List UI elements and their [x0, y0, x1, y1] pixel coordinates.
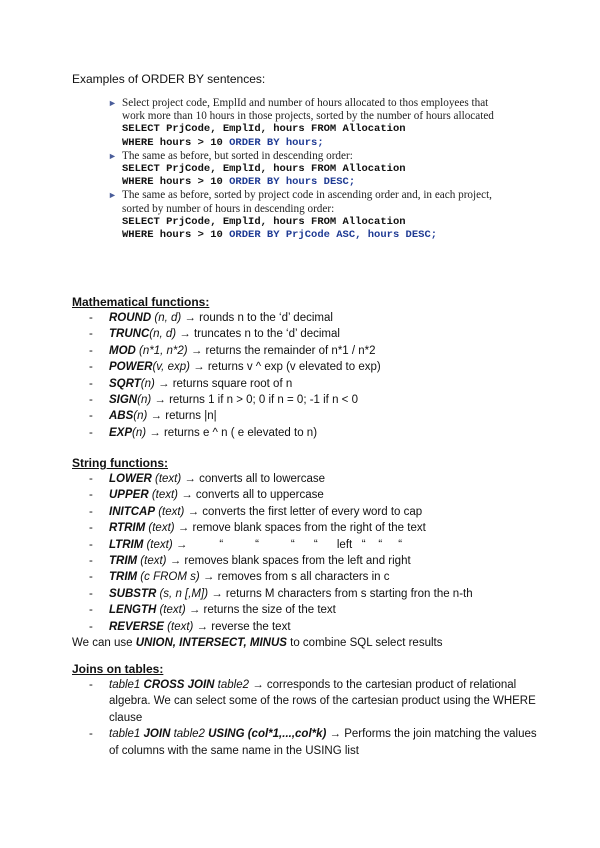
- function-desc: → removes from s all characters in c: [199, 571, 390, 584]
- function-desc: → returns 1 if n > 0; 0 if n = 0; -1 if n < 0: [151, 394, 358, 407]
- function-name: INITCAP: [109, 505, 155, 518]
- sql-line: SELECT PrjCode, EmplId, hours FROM Allocation: [122, 123, 406, 136]
- sql-where: WHERE hours > 10: [122, 229, 230, 242]
- function-args: (v, exp): [152, 361, 190, 374]
- function-args: (text): [156, 604, 186, 617]
- bullet-dash: -: [89, 344, 93, 357]
- function-args: (n): [137, 394, 152, 407]
- sql-line: SELECT PrjCode, EmplId, hours FROM Allocation: [122, 163, 406, 176]
- list-item: [72, 553, 542, 569]
- slide-item: [108, 189, 498, 242]
- function-name: LOWER: [109, 473, 152, 485]
- list-item: [72, 504, 542, 520]
- bullet-dash: -: [89, 328, 93, 341]
- bullet-dash: -: [89, 312, 93, 324]
- function-args: (text): [163, 620, 194, 633]
- bullet-dash: -: [89, 377, 93, 390]
- function-name: LTRIM: [109, 538, 144, 551]
- slide-item-text: Select project code, EmplId and number of hours allocated to thos employees that work more than 10 hours in those projects, sorted by the number of hours allocated: [122, 97, 494, 123]
- function-name: ROUND: [109, 312, 152, 324]
- function-desc: → converts all to lowercase: [181, 473, 326, 485]
- list-item: [72, 677, 539, 726]
- triangle-bullet-icon: ►: [108, 98, 117, 108]
- list-item: [72, 343, 542, 359]
- sql-where: WHERE hours > 10: [122, 136, 230, 149]
- function-desc: → rounds n to the ‘d’ decimal: [181, 312, 333, 324]
- function-name: EXP: [109, 426, 133, 439]
- function-args: (n, d): [149, 328, 177, 341]
- order-by-examples-slide: [108, 97, 498, 242]
- string-functions-list: [72, 471, 542, 635]
- list-item: [72, 326, 542, 342]
- function-name: SIGN: [109, 394, 138, 407]
- table-name: table2: [173, 728, 205, 741]
- join-desc: → Performs the join matching the values of columns with the same name in the USING list: [109, 728, 537, 757]
- bullet-dash: -: [89, 620, 93, 633]
- function-desc: → removes blank spaces from the left and right: [166, 555, 411, 568]
- bullet-dash: -: [89, 604, 93, 617]
- function-args: (n): [133, 410, 148, 423]
- list-item: [72, 376, 542, 392]
- function-args: (n, d): [151, 312, 182, 324]
- join-desc: → corresponds to the cartesian product of relational algebra. We can select some of the rows of the cartesian product using the WHERE clause: [109, 679, 536, 724]
- join-keyword: CROSS JOIN: [140, 679, 218, 691]
- table-name: table1: [109, 728, 141, 741]
- function-args: (n): [140, 377, 155, 390]
- list-item: [72, 425, 542, 441]
- sql-line: [122, 176, 498, 189]
- function-name: REVERSE: [109, 620, 164, 633]
- function-args: (text): [151, 473, 182, 485]
- note-text: We can use: [72, 637, 136, 650]
- sql-order-by: ORDER BY PrjCode ASC, hours DESC;: [229, 229, 438, 242]
- function-args: (c FROM s): [137, 571, 200, 584]
- function-desc: → returns v ^ exp (v elevated to exp): [189, 361, 381, 374]
- slide-item-text: The same as before, but sorted in descending order:: [122, 149, 353, 162]
- function-desc: → returns M characters from s starting fron the n-th: [208, 587, 473, 600]
- function-args: (n*1, n*2): [135, 344, 188, 357]
- bullet-dash: -: [89, 555, 93, 568]
- join-keyword: JOIN: [140, 728, 174, 741]
- bullet-dash: -: [89, 473, 93, 485]
- function-name: SUBSTR: [109, 587, 157, 600]
- triangle-bullet-icon: ►: [108, 190, 117, 201]
- list-item: [72, 310, 542, 326]
- function-desc: → remove blank spaces from the right of the text: [174, 522, 426, 535]
- section-heading: String functions:: [72, 456, 168, 470]
- bullet-dash: -: [89, 538, 93, 551]
- function-name: MOD: [109, 344, 136, 357]
- sql-order-by: ORDER BY hours;: [229, 136, 324, 149]
- list-item: [72, 602, 542, 618]
- function-desc: → converts all to uppercase: [178, 489, 324, 502]
- list-item: [72, 726, 539, 759]
- function-name: LENGTH: [109, 604, 157, 617]
- function-args: (text): [145, 522, 175, 535]
- function-desc: → returns |n|: [147, 410, 217, 423]
- function-args: (text): [155, 505, 185, 518]
- list-item: [72, 619, 542, 635]
- table-name: table1: [109, 679, 141, 691]
- note-keywords: UNION, INTERSECT, MINUS: [135, 637, 287, 650]
- list-item: [72, 471, 542, 487]
- sql-where: WHERE hours > 10: [122, 176, 230, 189]
- function-desc: → reverse the text: [193, 620, 291, 633]
- list-item: [72, 408, 542, 424]
- note-text: to combine SQL select results: [286, 637, 443, 650]
- intro-text: Examples of ORDER BY sentences:: [72, 72, 266, 86]
- function-args: (s, n [,M]): [156, 587, 209, 600]
- list-item: [72, 569, 542, 585]
- function-desc: → converts the first letter of every word to cap: [184, 505, 423, 518]
- bullet-dash: -: [89, 679, 93, 691]
- bullet-dash: -: [89, 410, 93, 423]
- math-functions-list: [72, 310, 542, 441]
- sql-order-by: ORDER BY hours DESC;: [229, 176, 356, 189]
- bullet-dash: -: [89, 505, 93, 518]
- joins-section: [72, 661, 542, 759]
- function-name: UPPER: [109, 489, 149, 502]
- string-functions-section: [72, 455, 542, 651]
- slide-item-text: The same as before, sorted by project code in ascending order and, in each project, sorted by number of hours in descending order:: [122, 189, 492, 215]
- bullet-dash: -: [89, 394, 93, 407]
- function-desc: → “ “ “ “ left “ “ “: [172, 538, 403, 551]
- function-args: (text): [148, 489, 179, 502]
- table-name: table2: [217, 679, 250, 691]
- list-item: [72, 359, 542, 375]
- function-name: SQRT: [109, 377, 141, 390]
- slide-item: [108, 150, 498, 190]
- bullet-dash: -: [89, 489, 93, 502]
- bullet-dash: -: [89, 522, 93, 535]
- function-desc: → returns the size of the text: [185, 604, 336, 617]
- joins-list: [72, 677, 542, 759]
- function-name: TRIM: [109, 571, 138, 584]
- triangle-bullet-icon: ►: [108, 150, 117, 161]
- function-desc: → returns the remainder of n*1 / n*2: [187, 344, 376, 357]
- function-desc: → truncates n to the ‘d’ decimal: [176, 328, 340, 341]
- set-operations-note: [72, 635, 542, 651]
- function-args: (n): [132, 426, 147, 439]
- function-name: TRIM: [109, 555, 138, 568]
- list-item: [72, 487, 542, 503]
- function-name: POWER: [109, 361, 153, 374]
- function-name: RTRIM: [109, 522, 146, 535]
- section-heading: Mathematical functions:: [72, 295, 210, 309]
- sql-line: SELECT PrjCode, EmplId, hours FROM Allocation: [122, 215, 406, 228]
- function-args: (text): [143, 538, 173, 551]
- list-item: [72, 520, 542, 536]
- sql-line: [122, 137, 498, 150]
- function-desc: → returns e ^ n ( e elevated to n): [146, 426, 318, 439]
- function-desc: → returns square root of n: [154, 377, 293, 390]
- slide-item: [108, 97, 498, 150]
- function-name: TRUNC: [109, 328, 150, 341]
- function-args: (text): [137, 555, 167, 568]
- list-item: [72, 392, 542, 408]
- bullet-dash: -: [89, 571, 93, 584]
- section-heading: Joins on tables:: [72, 662, 164, 676]
- bullet-dash: -: [89, 728, 93, 741]
- bullet-dash: -: [89, 587, 93, 600]
- bullet-dash: -: [89, 361, 93, 374]
- bullet-dash: -: [89, 426, 93, 439]
- list-item: [72, 537, 542, 553]
- sql-line: [122, 229, 498, 242]
- math-functions-section: [72, 294, 542, 441]
- list-item: [72, 586, 542, 602]
- join-extra: USING (col*1,...,col*k): [204, 728, 327, 741]
- function-name: ABS: [109, 410, 134, 423]
